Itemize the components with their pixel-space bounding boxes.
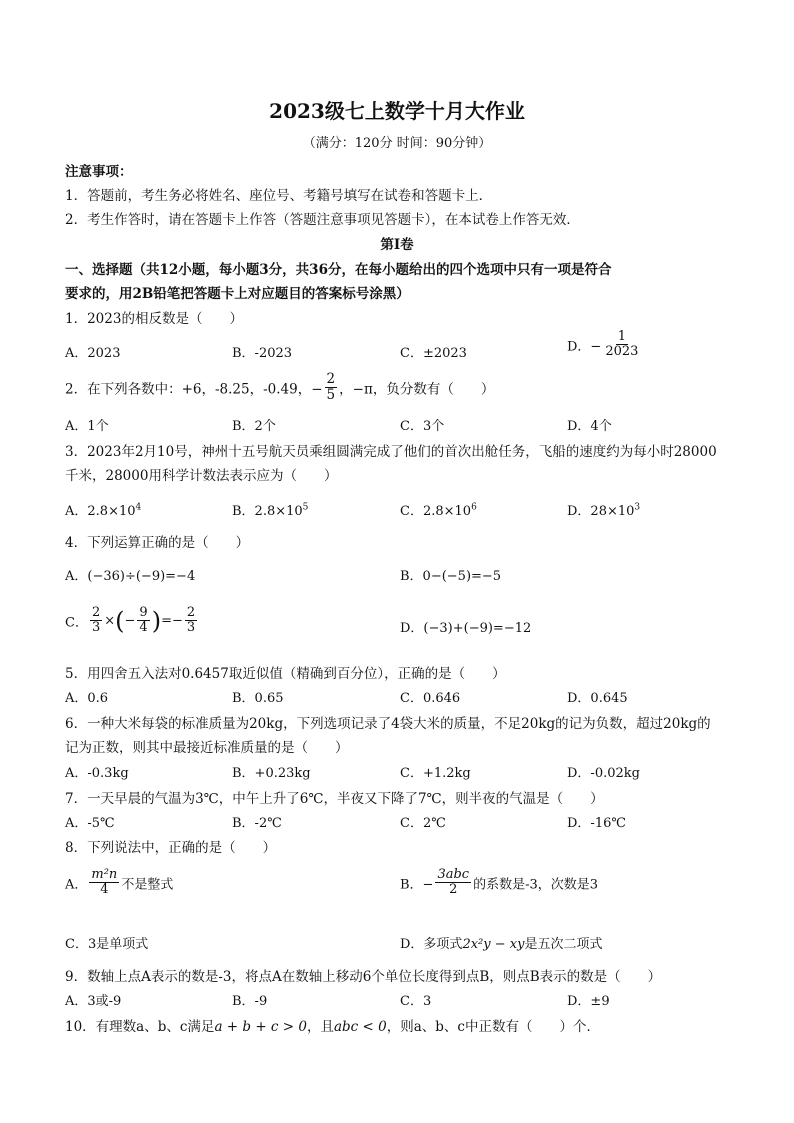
q3-option-b: B．$2.8\times 10^5$ — [232, 502, 309, 519]
q6-stem-line1: 6．一种大米每袋的标准质量为20kg，下列选项记录了4袋大米的质量，不足20kg的记为负数，超过20kg的 — [65, 716, 711, 732]
q7-option-b: B．-2℃ — [232, 816, 282, 831]
q1-stem: 1．2023的相反数是（ ） — [65, 311, 243, 327]
q8-stem: 8．下列说法中，正确的是（ ） — [65, 840, 277, 856]
q5-option-a: A．0.6 — [65, 691, 109, 706]
q2-stem: 2．在下列各数中：+6，-8.25，-0.49，− $\frac{2}{5}$ ，−π，负分数有（ ） — [65, 371, 495, 403]
q3-stem-line1: 3．2023年2月10号，神州十五号航天员乘组圆满完成了他们的首次出舱任务，飞船的速度约为每小时28000 — [65, 444, 717, 460]
q5-option-d: D．0.645 — [567, 691, 628, 706]
q7-option-a: A．-5℃ — [65, 816, 115, 831]
q5-option-c: C．0.646 — [400, 691, 461, 706]
q8-option-d: D．多项式2x²y − xy是五次二项式 — [400, 937, 603, 952]
q5-stem: 5．用四舍五入法对0.6457取近似值（精确到百分位），正确的是（ ） — [65, 666, 506, 682]
section1-heading-line1: 一、选择题（共12小题，每小题3分，共36分，在每小题给出的四个选项中只有一项是符合 — [65, 262, 612, 278]
q8-option-a: A． $\frac{\text{m²n}}{4}$ 不是整式 — [65, 867, 174, 898]
q5-option-b: B．0.65 — [232, 691, 284, 706]
q9-option-d: D．±9 — [567, 994, 610, 1009]
q3-option-d: D．$28\times 10^3$ — [567, 502, 641, 519]
q7-stem: 7．一天早晨的气温为3℃，中午上升了6℃，半夜又下降了7℃，则半夜的气温是（ ） — [65, 791, 604, 807]
q6-option-b: B．+0.23kg — [232, 766, 311, 781]
q1-option-a: A．2023 — [65, 346, 121, 361]
q4-option-b: B．0−(−5)=−5 — [400, 569, 502, 584]
q9-stem: 9．数轴上点A表示的数是-3，将点A在数轴上移动6个单位长度得到点B，则点B表示的数是（ ） — [65, 969, 662, 985]
q2-option-b: B．2个 — [232, 419, 276, 434]
q6-option-c: C．+1.2kg — [400, 766, 471, 781]
note-item-2: 2．考生作答时，请在答题卡上作答（答题注意事项见答题卡），在本试卷上作答无效． — [65, 212, 580, 228]
q2-option-d: D．4个 — [567, 419, 612, 434]
q8-option-c: C．3是单项式 — [65, 937, 149, 952]
section1-heading-line2: 要求的，用2B铅笔把答题卡上对应题目的答案标号涂黑） — [65, 286, 410, 302]
q9-option-c: C．3 — [400, 994, 432, 1009]
page-title: 2023级七上数学十月大作业 — [269, 99, 525, 123]
q8-option-b: B．− $\frac{\text{3abc}}{2}$ 的系数是-3，次数是3 — [400, 867, 599, 898]
q6-stem-line2: 记为正数，则其中最接近标准质量的是（ ） — [65, 740, 349, 756]
q3-option-a: A．$2.8\times 10^4$ — [65, 502, 142, 519]
q4-stem: 4．下列运算正确的是（ ） — [65, 535, 250, 551]
volume-heading: 第Ⅰ卷 — [380, 237, 414, 253]
q9-option-a: A．3或-9 — [65, 994, 122, 1009]
q10-stem: 10．有理数a、b、c满足a + b + c > 0，且abc < 0，则a、b、c中正数有（ ）个． — [65, 1019, 600, 1035]
q2-option-c: C．3个 — [400, 419, 445, 434]
q1-option-c: C．±2023 — [400, 346, 467, 361]
q3-option-c: C．$2.8\times 10^6$ — [400, 502, 477, 519]
q4-option-c: C． $\frac{2}{3}$ ×(− $\frac{9}{4}$ )=− $\frac{2}{3}$ — [65, 605, 196, 636]
notes-heading: 注意事项： — [65, 164, 133, 180]
q4-option-d: D．(−3)+(−9)=−12 — [400, 621, 532, 636]
q7-option-d: D．-16℃ — [567, 816, 626, 831]
q4-option-a: A．(−36)÷(−9)=−4 — [65, 569, 196, 584]
exam-info: （满分：120分 时间：90分钟） — [302, 136, 492, 151]
q9-option-b: B．-9 — [232, 994, 268, 1009]
q1-option-d: D．− $\frac{1}{2023}$ — [567, 329, 639, 360]
q3-stem-line2: 千米，28000用科学计数法表示应为（ ） — [65, 468, 338, 484]
q7-option-c: C．2℃ — [400, 816, 446, 831]
q6-option-a: A．-0.3kg — [65, 766, 129, 781]
note-item-1: 1．答题前，考生务必将姓名、座位号、考籍号填写在试卷和答题卡上． — [65, 188, 493, 204]
q1-option-b: B．-2023 — [232, 346, 293, 361]
q6-option-d: D．-0.02kg — [567, 766, 640, 781]
q2-option-a: A．1个 — [65, 419, 109, 434]
